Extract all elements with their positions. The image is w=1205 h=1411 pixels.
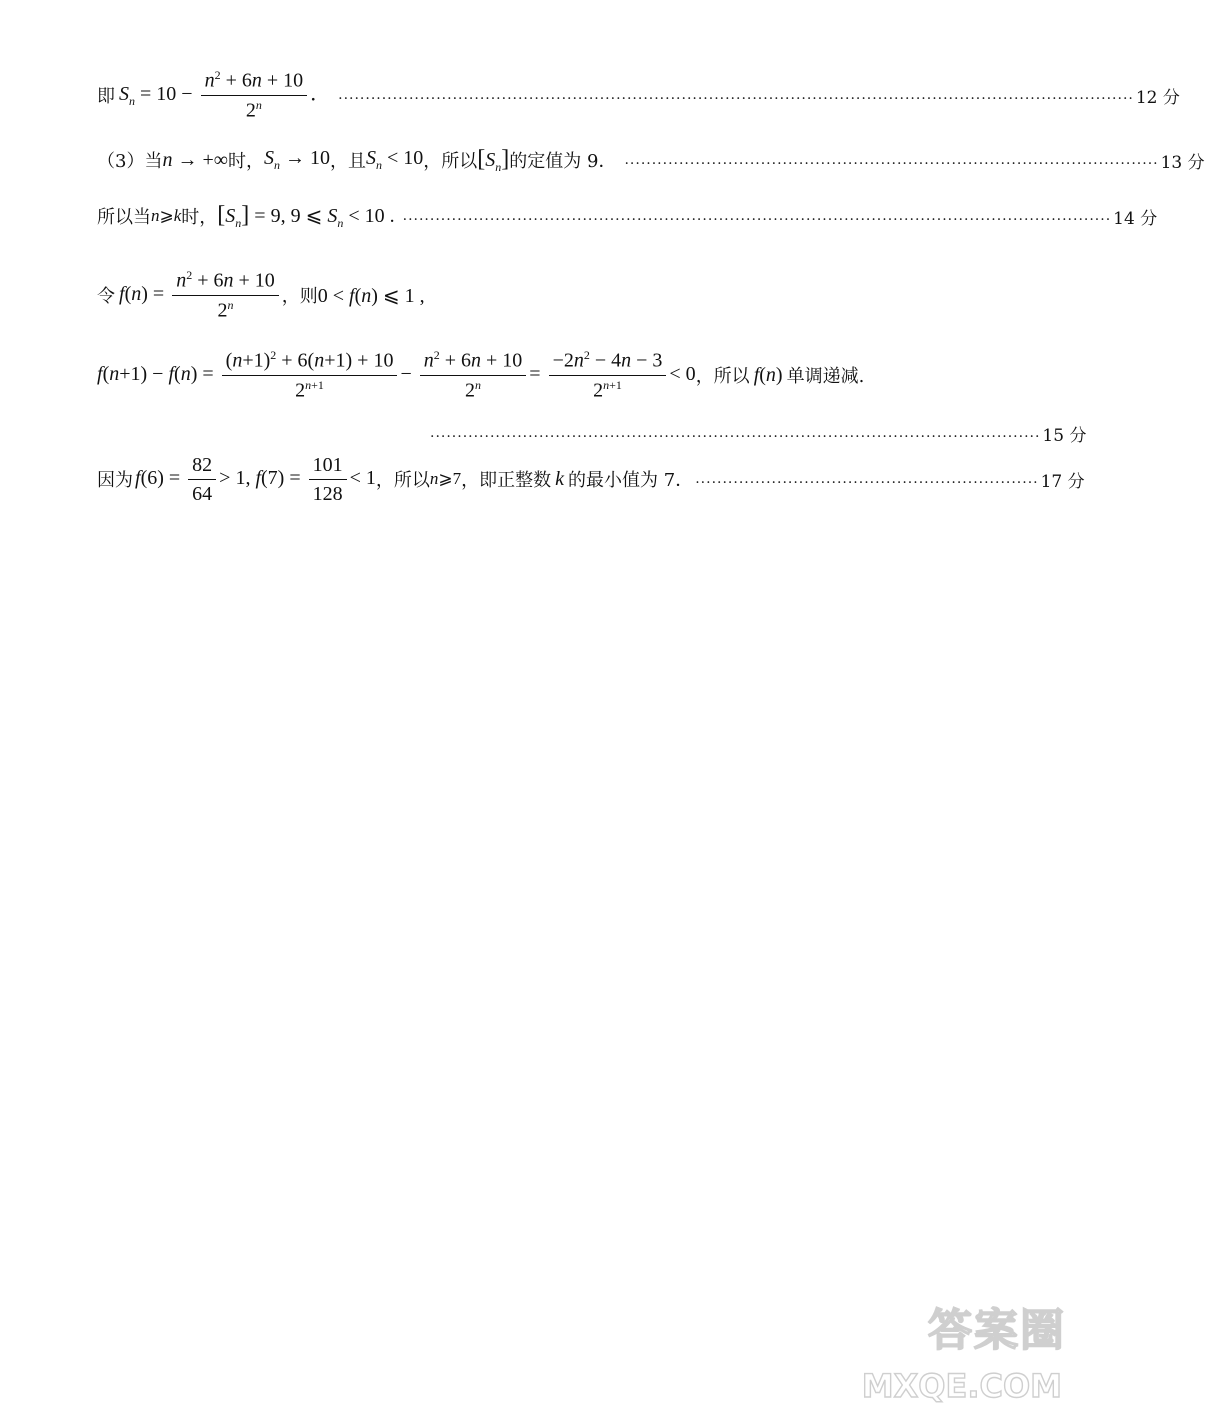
n-geq-7: n⩾7 [429,469,462,488]
text-segment: 单调递减. [786,366,865,387]
line-lead-text: 即 [97,86,115,107]
text-segment: 的最小值为 7． [568,470,694,491]
leader-dots: .................................................................................................. [624,152,1159,168]
leader-dots: .................................................................................................................................................. [338,87,1134,103]
text-segment: ，则 [281,286,318,307]
line-lead-text: 令 [97,286,115,307]
sn-limit: $S_n \to 10$ [264,147,330,172]
sn-formula: $S_n = 10$ − $\frac{n^2 + 6n + 10}{2^n}$ ． [119,67,331,122]
line-lead-text: 所以当 [97,207,151,228]
text-segment: ，且 [330,151,366,172]
variable-k: k [555,467,565,490]
solution-line-f-difference [97,342,967,408]
n-to-infinity: n → +∞ [162,148,228,171]
text-segment: 时， [228,151,264,172]
solution-line-conclusion [97,450,1085,508]
f-range: 0 < f(n) ⩽ 1 , [317,284,425,307]
text-segment: ，所以 [375,470,430,491]
floor-sn: $[S_n]$ [477,145,510,174]
text-segment: ，所以 [695,366,750,387]
line-lead-text: 因为 [97,470,133,491]
text-segment: 的定值为 9． [509,151,617,172]
n-geq-k: n⩾k [151,206,182,225]
f-of-n: f(n) [753,363,783,386]
part-3-label: （3）当 [97,151,163,172]
leader-dots: ............................................................... [695,471,1039,487]
floor-sn-equals-9: $[S_n] = 9$, 9 ⩽ $S_n < 10$ . [217,201,395,230]
score-13: 13 分 [1160,152,1205,173]
watermark-logo: 答案圈 [928,1305,1066,1356]
f6-f7-values: f(6) = $\frac{82}{64}$ > 1, f(7) = $\frac{101}{128}$ < 1 [135,453,376,505]
solution-line-part3-limit [97,142,1205,178]
text-segment: ，即正整数 [461,470,552,491]
score-14: 14 分 [1113,208,1158,229]
score-17: 17 分 [1040,471,1085,492]
score-12: 12 分 [1135,87,1180,108]
solution-line-score-15 [430,418,1087,448]
leader-dots: .................................................................................................................................. [402,208,1112,224]
leader-dots: ................................................................................................................ [430,425,1041,441]
solution-line-floor-value [97,198,1158,234]
f-difference-formula: f(n+1) − f(n) = $\frac{(n+1)^2 + 6(n+1) + 10}{2^{n+1}}$ − $\frac{n^2 + 6n + 10}{2^n}$ = $\frac{-2n^2 - 4n - 3}{2^{n+1}}$ < 0 [97,347,696,402]
watermark [861,1295,1066,1405]
f-definition: f(n) = $\frac{n^2 + 6n + 10}{2^n}$ [119,269,282,321]
solution-line-define-f [97,262,967,328]
watermark-site: MXQE.COM [861,1367,1062,1405]
score-15: 15 分 [1042,425,1087,446]
sn-bound: $S_n < 10$ [366,147,424,172]
text-segment: 时， [181,207,218,228]
solution-line-sn-formula [97,62,1180,128]
text-segment: ，所以 [423,151,478,172]
